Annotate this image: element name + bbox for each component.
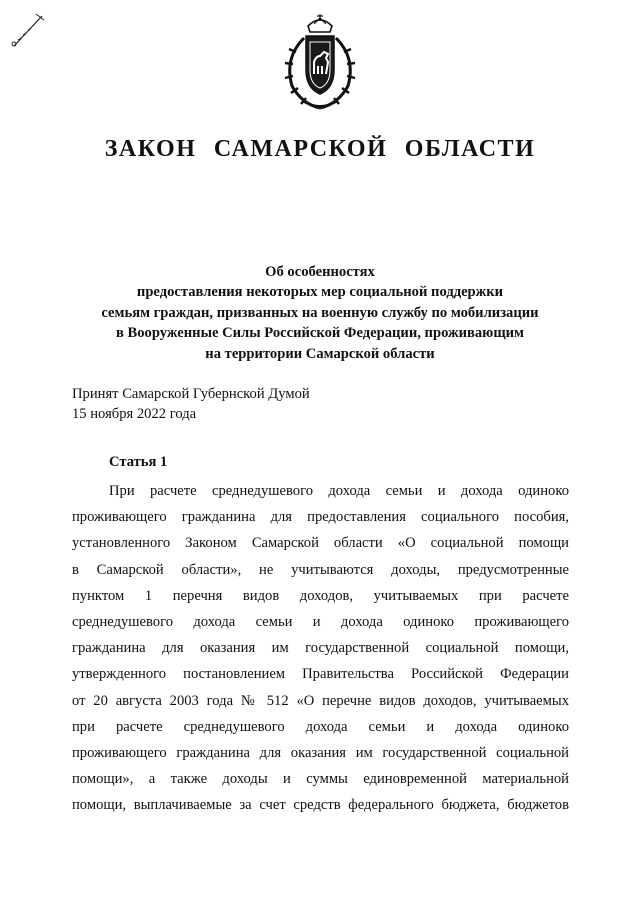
article-line: от 20 августа 2003 года № 512 «О перечне видов доходов, учитываемых [72,692,569,709]
article-line: пунктом 1 перечня видов доходов, учитываемых при расчете [72,587,569,604]
subject-line: семьям граждан, призванных на военную службу по мобилизации [101,304,539,321]
corner-stamp-icon [8,10,48,50]
article-line: При расчете среднедушевого дохода семьи и дохода одиноко [109,483,569,499]
subject-line: в Вооруженные Силы Российской Федерации, проживающим [116,325,524,342]
article-line: при расчете среднедушевого дохода семьи и дохода одиноко [72,718,569,735]
subject-line: на территории Самарской области [205,345,435,362]
adoption-info [72,385,472,424]
subject-line: Об особенностях [265,264,375,280]
adopted-by: Принят Самарской Губернской Думой [72,386,310,402]
subject-line: предоставления некоторых мер социальной поддержки [136,284,504,301]
law-title: ЗАКОН САМАРСКОЙ ОБЛАСТИ [104,136,536,162]
article-line: установленного Законом Самарской области «О социальной помощи [72,535,569,552]
coat-of-arms-icon [274,12,366,112]
article-line: в Самарской области», не учитываются доходы, предусмотренные [72,561,569,578]
article-heading: Статья 1 [109,454,168,470]
article-line: проживающего гражданина для оказания им государственной социальной [72,744,569,761]
article-line: гражданина для оказания им государственной социальной помощи, [72,640,569,657]
article-line: проживающего гражданина для предоставления социального пособия, [72,509,569,526]
article-line: утвержденного постановлением Правительства Российской Федерации [72,666,569,683]
article-body [72,478,569,818]
law-subject [70,262,570,364]
article-line: помощи, выплачиваемые за счет средств федерального бюджета, бюджетов [72,797,569,814]
article-line: помощи», а также доходы и суммы единовременной материальной [72,771,569,788]
article-line: среднедушевого дохода семьи и дохода одиноко проживающего [72,613,569,630]
adopted-date: 15 ноября 2022 года [72,405,197,422]
